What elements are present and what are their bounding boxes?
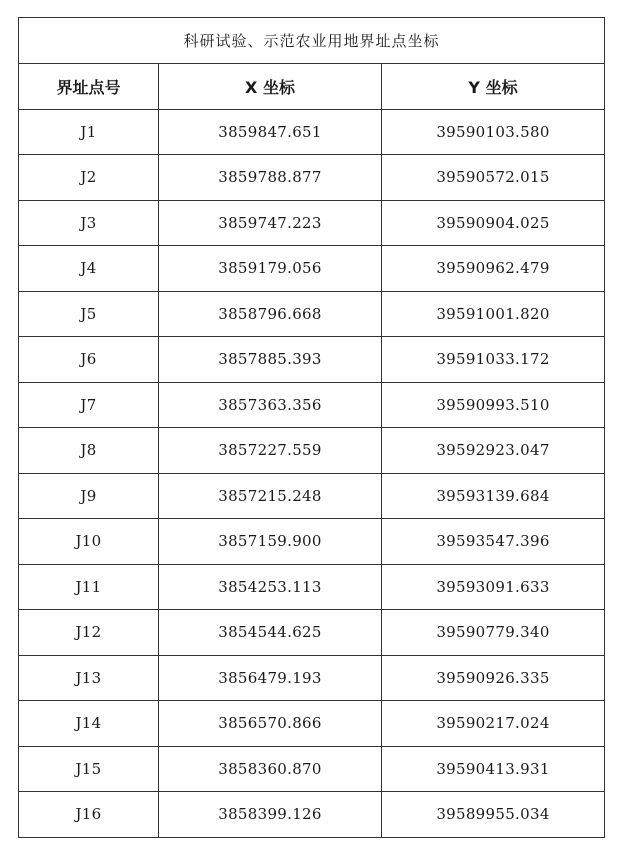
y-coordinate-cell: 39593091.633 <box>382 564 605 610</box>
point-id-cell: J11 <box>19 564 159 610</box>
y-coordinate-cell: 39591033.172 <box>382 337 605 383</box>
table-row <box>19 610 605 656</box>
boundary-point-coordinate-table <box>18 17 605 838</box>
point-id-cell: J13 <box>19 655 159 701</box>
y-coordinate-cell: 39590779.340 <box>382 610 605 656</box>
title-row <box>19 18 605 64</box>
y-coordinate-cell: 39592923.047 <box>382 428 605 474</box>
x-coordinate-cell: 3854253.113 <box>159 564 382 610</box>
y-coordinate-cell: 39590413.931 <box>382 746 605 792</box>
table-title: 科研试验、示范农业用地界址点坐标 <box>19 18 605 64</box>
point-id-cell: J14 <box>19 701 159 747</box>
point-id-cell: J12 <box>19 610 159 656</box>
point-id-cell: J15 <box>19 746 159 792</box>
y-coordinate-cell: 39590572.015 <box>382 155 605 201</box>
table-row <box>19 428 605 474</box>
table-row <box>19 337 605 383</box>
x-coordinate-cell: 3856479.193 <box>159 655 382 701</box>
table-row <box>19 564 605 610</box>
x-coordinate-cell: 3857215.248 <box>159 473 382 519</box>
header-x-coordinate: X 坐标 <box>159 64 382 110</box>
point-id-cell: J1 <box>19 109 159 155</box>
header-y-coordinate: Y 坐标 <box>382 64 605 110</box>
x-coordinate-cell: 3859747.223 <box>159 200 382 246</box>
table-row <box>19 519 605 565</box>
y-coordinate-cell: 39590103.580 <box>382 109 605 155</box>
point-id-cell: J4 <box>19 246 159 292</box>
x-coordinate-cell: 3858399.126 <box>159 792 382 838</box>
y-coordinate-cell: 39593547.396 <box>382 519 605 565</box>
x-coordinate-cell: 3857227.559 <box>159 428 382 474</box>
y-coordinate-cell: 39590904.025 <box>382 200 605 246</box>
table-row <box>19 792 605 838</box>
table-row <box>19 155 605 201</box>
y-coordinate-cell: 39590993.510 <box>382 382 605 428</box>
coordinate-table-container <box>18 17 604 838</box>
table-row <box>19 382 605 428</box>
x-coordinate-cell: 3856570.866 <box>159 701 382 747</box>
x-coordinate-cell: 3858360.870 <box>159 746 382 792</box>
x-coordinate-cell: 3857885.393 <box>159 337 382 383</box>
table-body <box>19 109 605 837</box>
point-id-cell: J6 <box>19 337 159 383</box>
table-row <box>19 701 605 747</box>
header-point-id: 界址点号 <box>19 64 159 110</box>
table-row <box>19 109 605 155</box>
point-id-cell: J5 <box>19 291 159 337</box>
y-coordinate-cell: 39589955.034 <box>382 792 605 838</box>
table-row <box>19 655 605 701</box>
table-row <box>19 473 605 519</box>
x-coordinate-cell: 3859179.056 <box>159 246 382 292</box>
table-row <box>19 291 605 337</box>
x-coordinate-cell: 3858796.668 <box>159 291 382 337</box>
x-coordinate-cell: 3859847.651 <box>159 109 382 155</box>
table-row <box>19 246 605 292</box>
point-id-cell: J9 <box>19 473 159 519</box>
y-coordinate-cell: 39591001.820 <box>382 291 605 337</box>
point-id-cell: J8 <box>19 428 159 474</box>
y-coordinate-cell: 39593139.684 <box>382 473 605 519</box>
y-coordinate-cell: 39590217.024 <box>382 701 605 747</box>
y-coordinate-cell: 39590926.335 <box>382 655 605 701</box>
x-coordinate-cell: 3854544.625 <box>159 610 382 656</box>
header-row <box>19 64 605 110</box>
y-coordinate-cell: 39590962.479 <box>382 246 605 292</box>
x-coordinate-cell: 3857363.356 <box>159 382 382 428</box>
point-id-cell: J10 <box>19 519 159 565</box>
table-row <box>19 746 605 792</box>
point-id-cell: J16 <box>19 792 159 838</box>
table-row <box>19 200 605 246</box>
x-coordinate-cell: 3857159.900 <box>159 519 382 565</box>
point-id-cell: J7 <box>19 382 159 428</box>
point-id-cell: J3 <box>19 200 159 246</box>
point-id-cell: J2 <box>19 155 159 201</box>
x-coordinate-cell: 3859788.877 <box>159 155 382 201</box>
